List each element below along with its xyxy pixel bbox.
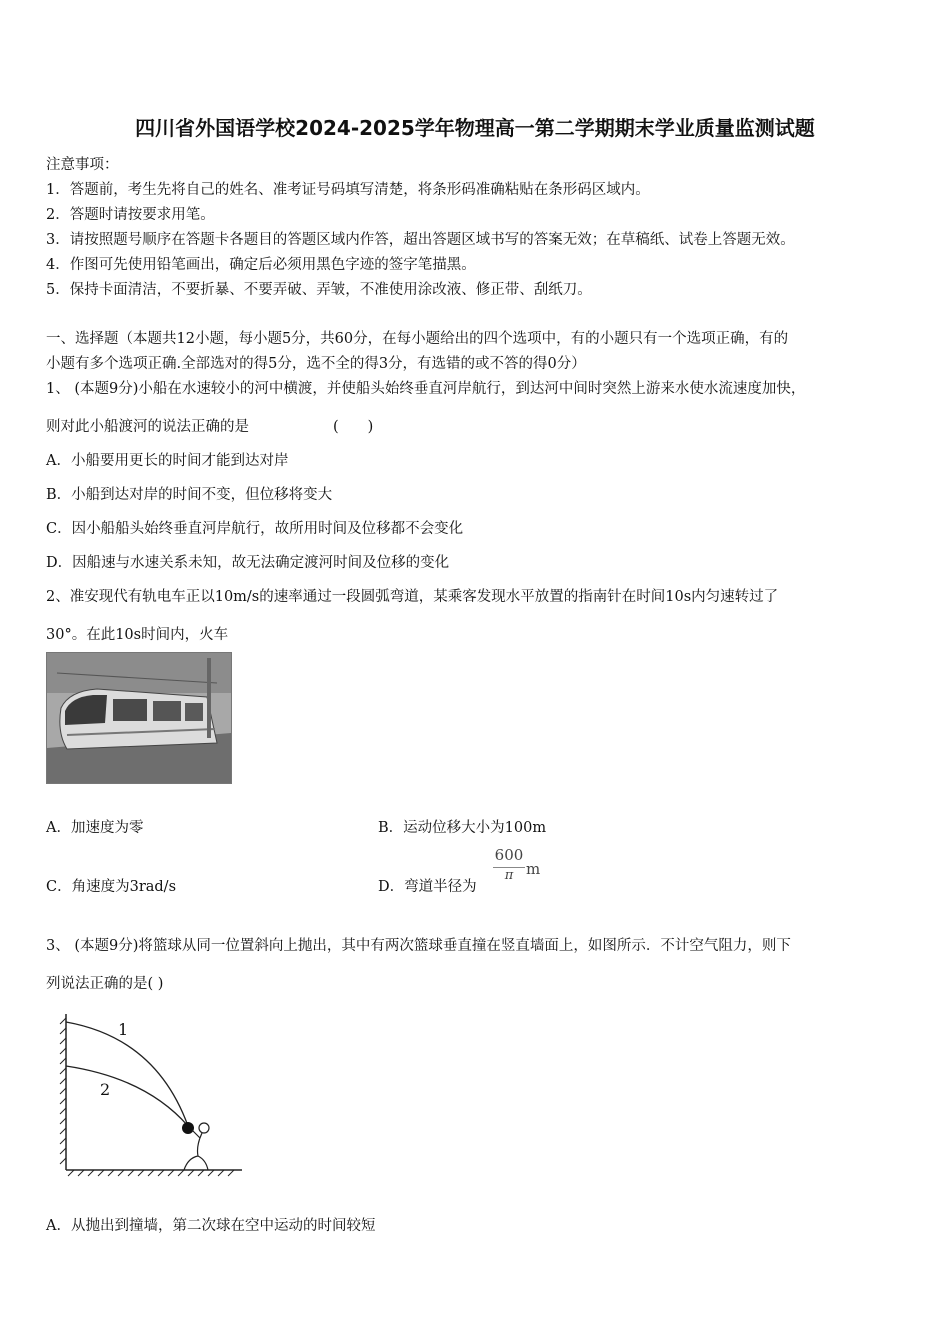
section-intro-line1: 一、选择题（本题共12小题，每小题5分，共60分，在每小题给出的四个选项中，有的小题只有一个选项正确，有的 [46, 331, 789, 347]
q2-stem-line1: 2、准安现代有轨电车正以10m/s的速率通过一段圆弧弯道，某乘客发现水平放置的指南针在时间10s内匀速转过了 [46, 589, 779, 605]
notice-item-3: 3．请按照题号顺序在答题卡各题目的答题区域内作答，超出答题区域书写的答案无效；在草稿纸、试卷上答题无效。 [46, 232, 795, 248]
q1-option-b: B．小船到达对岸的时间不变，但位移将变大 [46, 487, 333, 503]
notice-heading: 注意事项： [46, 157, 119, 173]
notice-item-5: 5．保持卡面清洁，不要折暴、不要弄破、弄皱，不准使用涂改液、修正带、刮纸刀。 [46, 282, 592, 298]
page-title: 四川省外国语学校2024-2025学年物理高一第二学期期末学业质量监测试题 [135, 116, 815, 140]
q3-stem-line1: 3、 (本题9分)将篮球从同一位置斜向上抛出，其中有两次篮球垂直撞在竖直墙面上，如图所示．不计空气阻力，则下 [46, 938, 791, 954]
q3-stem-line2: 列说法正确的是( ) [46, 976, 164, 992]
q2-option-a: A．加速度为零 [46, 820, 144, 836]
q1-answer-blank: ( ) [333, 419, 374, 435]
q2-option-c: C．角速度为3rad/s [46, 879, 177, 895]
radius-fraction [493, 846, 525, 883]
section-intro-line2: 小题有多个选项正确.全部选对的得5分，选不全的得3分，有选错的或不答的得0分） [46, 356, 586, 372]
q2-stem-line2: 30°。在此10s时间内，火车 [46, 627, 229, 643]
q2-option-d: D．弯道半径为 [378, 879, 477, 895]
tram-photo [46, 652, 232, 784]
notice-item-1: 1．答题前，考生先将自己的姓名、准考证号码填写清楚，将条形码准确粘贴在条形码区域内。 [46, 182, 650, 198]
q1-option-a: A．小船要用更长的时间才能到达对岸 [46, 453, 289, 469]
notice-item-4: 4．作图可先使用铅笔画出，确定后必须用黑色字迹的签字笔描黑。 [46, 257, 476, 273]
q3-option-a: A．从抛出到撞墙，第二次球在空中运动的时间较短 [46, 1218, 376, 1234]
notice-item-2: 2．答题时请按要求用笔。 [46, 207, 215, 223]
fraction-denominator: π [504, 868, 514, 883]
q1-stem-line1: 1、 (本题9分)小船在水速较小的河中横渡，并使船头始终垂直河岸航行，到达河中间时突然上游来水使水流速度加快， [46, 381, 806, 397]
fraction-numerator: 600 [493, 846, 525, 868]
basketball-trajectory-figure [56, 1008, 246, 1180]
q2-option-b: B．运动位移大小为100m [378, 820, 547, 836]
q1-option-d: D．因船速与水速关系未知，故无法确定渡河时间及位移的变化 [46, 555, 450, 571]
q1-stem-line2: 则对此小船渡河的说法正确的是 [46, 419, 249, 435]
radius-unit: m [526, 860, 541, 878]
q1-option-c: C．因小船船头始终垂直河岸航行，故所用时间及位移都不会变化 [46, 521, 464, 537]
trajectory-label-1: 1 [118, 1020, 129, 1039]
trajectory-label-2: 2 [100, 1080, 111, 1099]
